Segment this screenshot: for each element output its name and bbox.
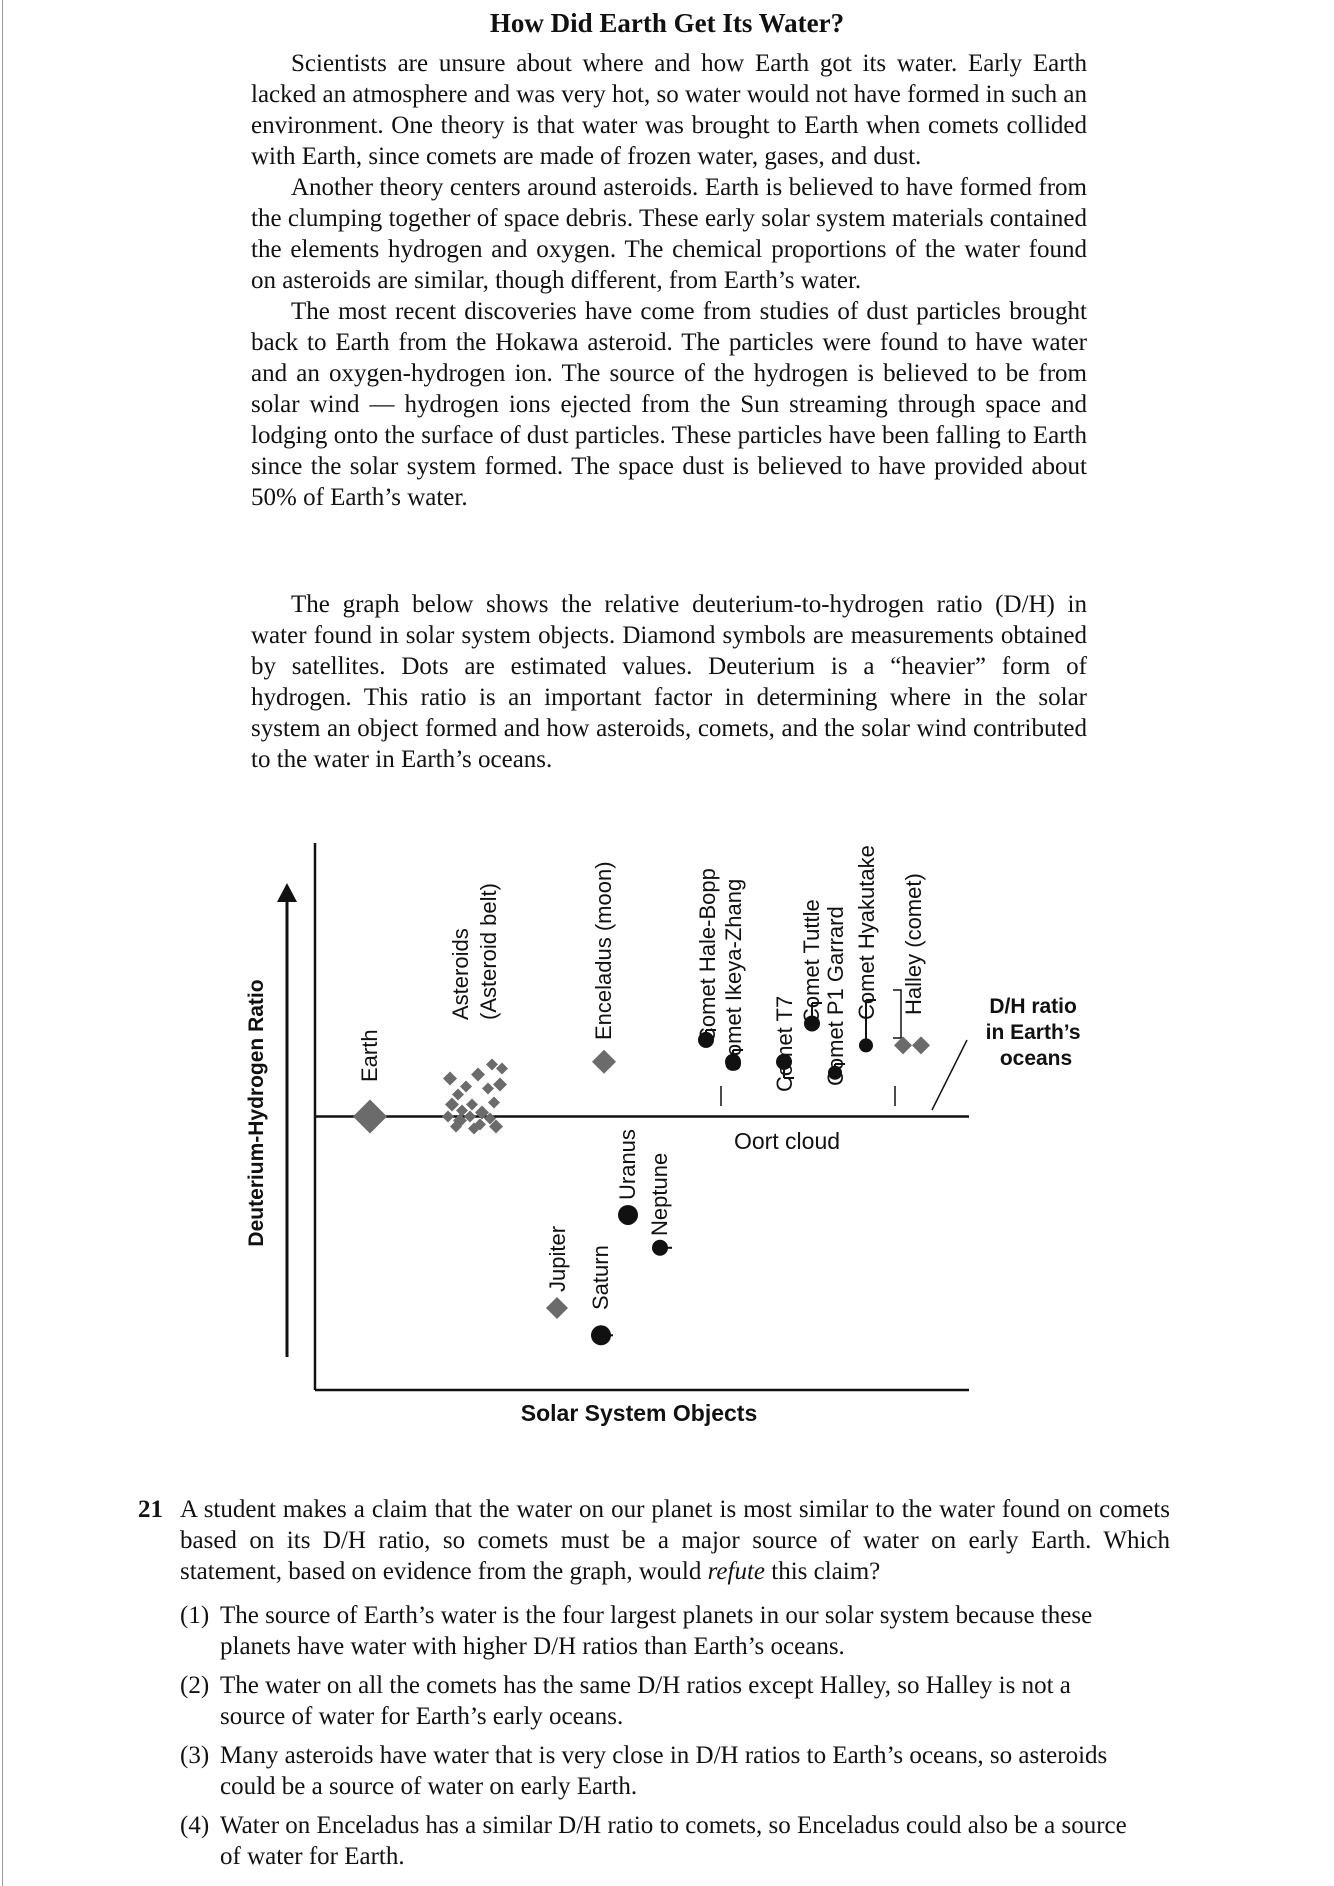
halley-comet-marker: [912, 1036, 930, 1054]
asteroids-asteroid-belt-marker: [443, 1072, 457, 1086]
choice-text: Water on Enceladus has a similar D/H ratio to comets, so Enceladus could also be a source of water for Earth.: [220, 1812, 1127, 1870]
asteroids-asteroid-belt-marker: [493, 1078, 507, 1092]
comet-ikeya-zhang-label: Comet Ikeya-Zhang: [721, 878, 746, 1072]
answer-choice-3[interactable]: [180, 1740, 1130, 1802]
question-number: 21: [138, 1496, 163, 1523]
choice-number: (3): [180, 1742, 210, 1769]
reference-callout-leader: [932, 1040, 967, 1110]
choice-number: (4): [180, 1812, 210, 1839]
asteroids-asteroid-belt-marker: [442, 1111, 454, 1123]
earth-marker: [353, 1100, 387, 1134]
choice-text: Many asteroids have water that is very close in D/H ratios to Earth’s oceans, so asteroids could be a source of water on early Earth.: [220, 1742, 1108, 1800]
asteroids-asteroid-belt-marker: [466, 1099, 478, 1111]
question-stem-end: this claim?: [765, 1558, 881, 1585]
jupiter-label: Jupiter: [545, 1225, 570, 1292]
question-stem-emphasis: refute: [707, 1558, 766, 1585]
uranus-label: Uranus: [615, 1129, 640, 1200]
asteroids-asteroid-belt-label: [448, 883, 501, 1020]
asteroids-asteroid-belt-label-line-1: Asteroids: [448, 928, 473, 1020]
answer-choice-2[interactable]: [180, 1670, 1130, 1732]
asteroids-asteroid-belt-marker: [482, 1083, 494, 1095]
y-axis-label: Deuterium-Hydrogen Ratio: [245, 979, 268, 1247]
reference-line-label: [986, 995, 1087, 1070]
halley-comet-marker: [894, 1036, 912, 1054]
asteroids-asteroid-belt-marker: [488, 1097, 500, 1109]
comet-tuttle-label: Comet Tuttle: [799, 899, 824, 1024]
graph-intro-paragraph: The graph below shows the relative deuterium-to-hydrogen ratio (D/H) in water found in solar system objects. Diamond symbols are measurements obtained by satellites. Dots are estimated values. Deuterium is a “heavier” form of hydrogen. This ratio is an important factor in determining where in the solar system an object formed and how asteroids, comets, and the solar wind contributed to the water in Earth’s oceans.: [251, 591, 1087, 773]
saturn-label: Saturn: [588, 1245, 613, 1310]
neptune-label: Neptune: [647, 1152, 672, 1236]
question-stem-text: A student makes a claim that the water on our planet is most similar to the water found on comets based on its D/H ratio, so comets must be a major source of water on early Earth. Which statement, based on evidence from the graph, would: [180, 1496, 1170, 1585]
reference-label-line-2: in Earth’s: [985, 1021, 1081, 1044]
asteroids-asteroid-belt-marker: [460, 1081, 472, 1093]
enceladus-moon-label: Enceladus (moon): [591, 861, 616, 1040]
passage-paragraph: Scientists are unsure about where and how Earth got its water. Early Earth lacked an atmosphere and was very hot, so water would not have formed in such an environment. One theory is that water was brought to Earth when comets collided with Earth, since comets are made of frozen water, gases, and dust.: [251, 50, 1087, 170]
question-stem: [180, 1494, 1170, 1587]
asteroids-asteroid-belt-marker: [471, 1068, 485, 1082]
reference-label-line-3: oceans: [999, 1047, 1073, 1070]
reference-label-line-1: D/H ratio: [989, 995, 1077, 1018]
comet-hale-bopp-label: Comet Hale-Bopp: [695, 868, 720, 1043]
jupiter-marker: [546, 1297, 568, 1319]
comet-hyakutake-label: Comet Hyakutake: [854, 845, 879, 1020]
earth-label: Earth: [357, 1029, 382, 1082]
comet-p1-garrard-label: Comet P1 Garrard: [823, 906, 848, 1086]
chart-marks: [353, 845, 930, 1345]
uranus-marker: [618, 1205, 638, 1225]
x-axis-label: Solar System Objects: [520, 1400, 758, 1426]
y-axis-arrow-head: [277, 883, 297, 902]
asteroids-asteroid-belt-marker: [452, 1089, 464, 1101]
halley-label-bracket: [893, 990, 901, 1038]
choice-text: The water on all the comets has the same D/H ratios except Halley, so Halley is not a source of water for Earth’s early oceans.: [220, 1672, 1071, 1730]
enceladus-moon-marker: [592, 1050, 616, 1074]
asteroids-asteroid-belt-marker: [445, 1098, 459, 1112]
answer-choice-4[interactable]: [180, 1810, 1130, 1872]
passage-paragraph: Another theory centers around asteroids. Earth is believed to have formed from the clumping together of space debris. These early solar system materials contained the elements hydrogen and oxygen. The chemical proportions of the water found on asteroids are similar, though different, from Earth’s water.: [251, 174, 1087, 294]
passage-paragraph: The most recent discoveries have come from studies of dust particles brought back to Earth from the Hokawa asteroid. The particles were found to have water and an oxygen-hydrogen ion. The source of the hydrogen is believed to be from solar wind — hydrogen ions ejected from the Sun streaming through space and lodging onto the surface of dust particles. These particles have been falling to Earth since the solar system formed. The space dust is believed to have provided about 50% of Earth’s water.: [251, 298, 1087, 511]
answer-choices: [180, 1600, 1130, 1880]
choice-number: (2): [180, 1672, 210, 1699]
comet-t7-label: Comet T7: [772, 995, 797, 1092]
page-title: How Did Earth Get Its Water?: [489, 8, 845, 38]
halley-comet-label: Halley (comet): [901, 873, 926, 1015]
answer-choice-1[interactable]: [180, 1600, 1130, 1662]
asteroids-asteroid-belt-label-line-2: (Asteroid belt): [476, 883, 501, 1020]
choice-text: The source of Earth’s water is the four largest planets in our solar system because these planets have water with higher D/H ratios than Earth’s oceans.: [220, 1602, 1093, 1660]
oort-cloud-label: Oort cloud: [733, 1128, 841, 1154]
choice-number: (1): [180, 1602, 210, 1629]
